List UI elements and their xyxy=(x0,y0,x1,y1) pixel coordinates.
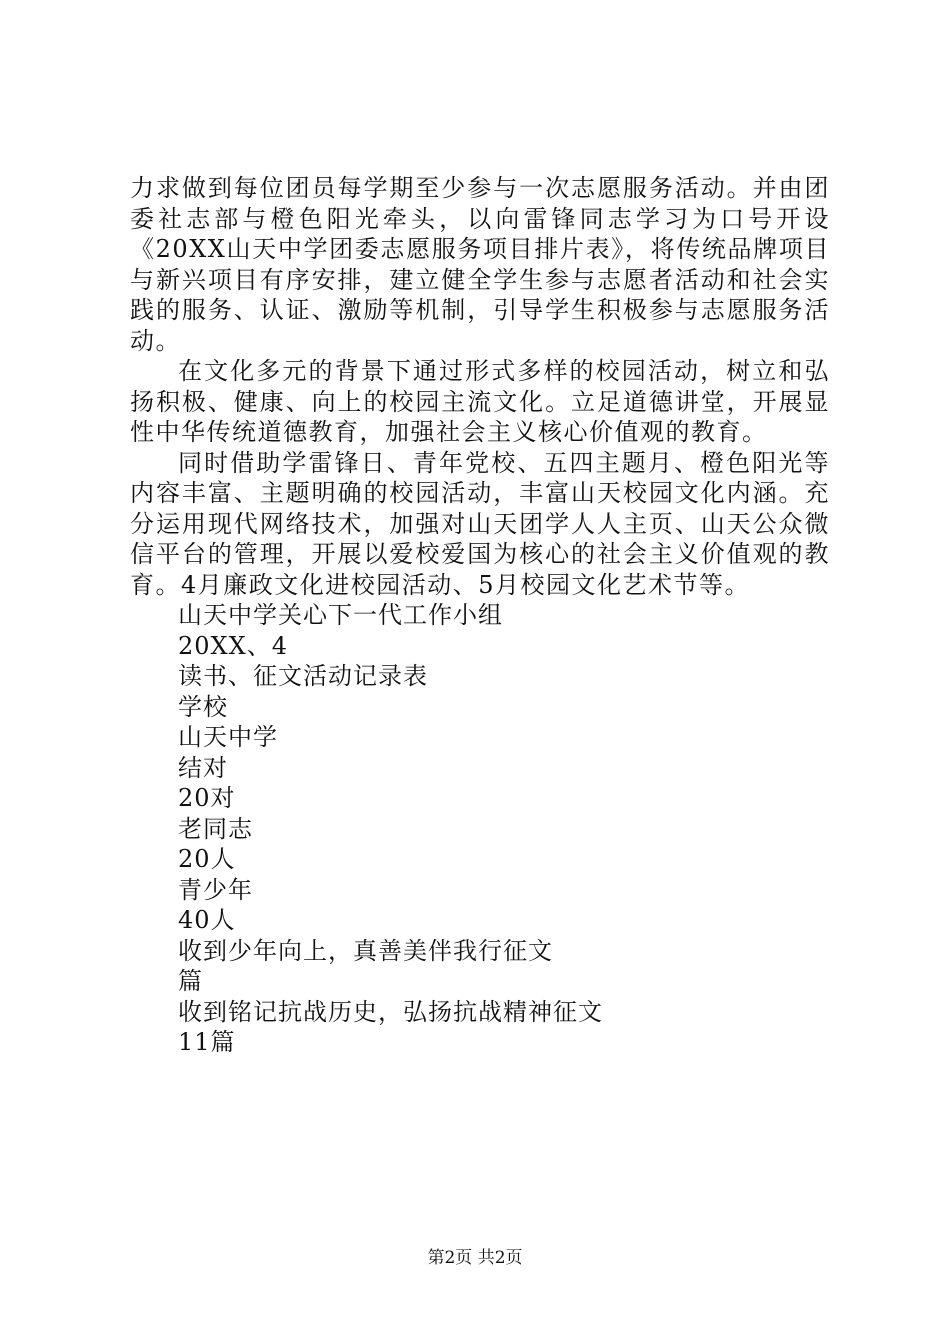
field-label-essay-2: 收到铭记抗战历史，弘扬抗战精神征文 xyxy=(178,997,603,1026)
field-value-school: 山天中学 xyxy=(178,723,278,751)
record-table-title: 读书、征文活动记录表 xyxy=(178,662,428,690)
field-value-veterans: 20人 xyxy=(178,845,236,873)
paragraph-campus-culture: 在文化多元的背景下通过形式多样的校园活动，树立和弘扬积极、健康、向上的校园主流文化。立足道德讲堂，开展显性中华传统道德教育，加强社会主义核心价值观的教育。 xyxy=(130,357,830,446)
field-value-youth: 40人 xyxy=(178,906,236,934)
field-label-veterans: 老同志 xyxy=(178,814,253,843)
field-value-essay-2: 11篇 xyxy=(178,1028,236,1056)
document-date: 20XX、4 xyxy=(178,631,288,660)
organization-name: 山天中学关心下一代工作小组 xyxy=(178,601,503,629)
document-body xyxy=(130,173,830,1058)
field-label-pairs: 结对 xyxy=(178,753,228,782)
field-label-youth: 青少年 xyxy=(178,875,253,904)
field-label-school: 学校 xyxy=(178,692,228,721)
paragraph-volunteer: 力求做到每位团员每学期至少参与一次志愿服务活动。并由团委社志部与橙色阳光牵头，以向雷锋同志学习为口号开设《20XX山天中学团委志愿服务项目排片表》，将传统品牌项目与新兴项目有序安排，建立健全学生参与志愿者活动和社会实践的服务、认证、激励等机制，引导学生积极参与志愿服务活动。 xyxy=(130,174,830,355)
paragraph-activities: 同时借助学雷锋日、青年党校、五四主题月、橙色阳光等内容丰富、主题明确的校园活动，丰富山天校园文化内涵。充分运用现代网络技术，加强对山天团学人人主页、山天公众微信平台的管理，开展以爱校爱国为核心的社会主义价值观的教育。4月廉政文化进校园活动、5月校园文化艺术节等。 xyxy=(130,448,830,599)
page-number-footer: 第2页 共2页 xyxy=(427,1248,523,1268)
field-value-essay-1: 篇 xyxy=(178,967,203,995)
field-label-essay-1: 收到少年向上，真善美伴我行征文 xyxy=(178,936,553,965)
field-value-pairs: 20对 xyxy=(178,784,236,812)
